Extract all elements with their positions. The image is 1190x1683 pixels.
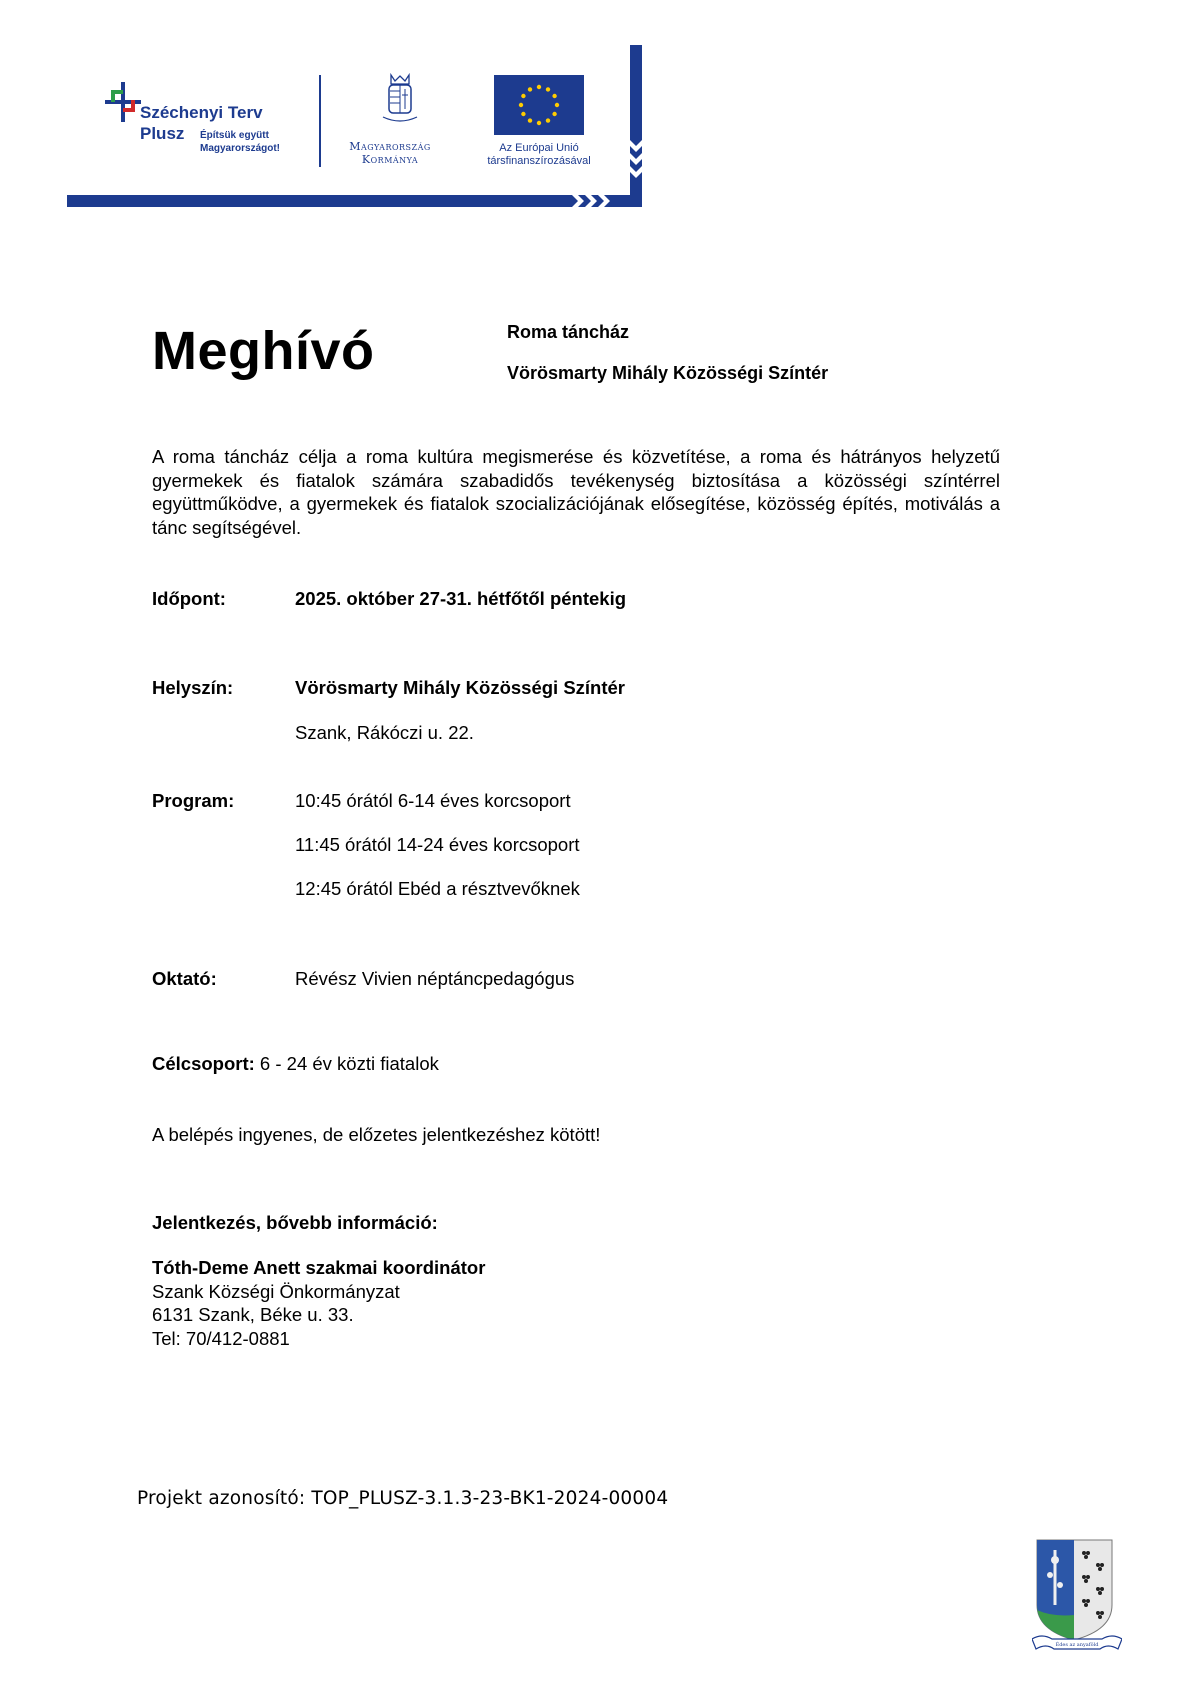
szechenyi-plusz: Plusz (140, 124, 185, 143)
program-item: 10:45 órától 6-14 éves korcsoport (295, 790, 571, 811)
entry-note: A belépés ingyenes, de előzetes jelentkezéshez kötött! (152, 1124, 601, 1145)
time-value: 2025. október 27-31. hétfőtől péntekig (295, 588, 627, 609)
szechenyi-cross-icon (105, 82, 141, 122)
place-address: Szank, Rákóczi u. 22. (295, 722, 474, 743)
teacher-value: Révész Vivien néptáncpedagógus (295, 968, 575, 989)
crest-banner-text: Édes az anyaföld (1055, 1642, 1099, 1648)
event-name: Roma táncház (507, 322, 630, 342)
intro-paragraph: A roma táncház célja a roma kultúra megismerése és közvetítése, a roma és hátrányos helyzetű gyermekek és fiatalok számára szabadidős tevékenység biztosítása a közösségi színtérrel együttműködve, a gyermekek és fiatalok szocializációjának elősegítése, közösség építés, motiválás a tánc segítségével. (152, 446, 1000, 538)
place-name: Vörösmarty Mihály Közösségi Színtér (295, 677, 626, 698)
contact-block (152, 1256, 485, 1350)
eu-cofinancing-label (439, 142, 639, 168)
eu-flag-icon (494, 75, 584, 135)
program-label: Program: (152, 790, 235, 811)
program-item: 11:45 órától 14-24 éves korcsoport (295, 834, 580, 855)
slogan-line-2: Magyarországot! (200, 143, 281, 154)
funding-logo-banner (67, 45, 642, 210)
place-label: Helyszín: (152, 677, 234, 698)
contact-address: 6131 Szank, Béke u. 33. (152, 1304, 354, 1325)
time-label: Időpont: (152, 588, 226, 609)
eu-line-2: társfinanszírozásával (487, 155, 591, 167)
contact-phone: Tel: 70/412-0881 (152, 1327, 290, 1349)
project-id: Projekt azonosító: TOP_PLUSZ-3.1.3-23-BK1-2024-00004 (137, 1488, 669, 1509)
venue-heading: Vörösmarty Mihály Közösségi Színtér (507, 363, 829, 383)
hungary-coat-of-arms-icon (383, 75, 417, 121)
target-group (152, 1053, 439, 1075)
program-item: 12:45 órától Ebéd a résztvevőknek (295, 878, 580, 899)
eu-line-1: Az Európai Unió (499, 142, 579, 154)
gov-line-2: Kormánya (361, 153, 419, 166)
target-label: Célcsoport: (152, 1053, 255, 1074)
contact-name: Tóth-Deme Anett szakmai koordinátor (152, 1257, 486, 1278)
target-value: 6 - 24 év közti fiatalok (254, 1053, 439, 1074)
szechenyi-slogan (200, 129, 280, 155)
teacher-label: Oktató: (152, 968, 217, 989)
page-title: Meghívó (152, 321, 375, 381)
contact-org: Szank Községi Önkormányzat (152, 1280, 400, 1302)
contact-heading: Jelentkezés, bővebb információ: (152, 1212, 438, 1233)
szechenyi-title: Széchenyi Terv (140, 103, 263, 122)
slogan-line-1: Építsük együtt (200, 130, 269, 141)
szank-coat-of-arms-icon (1032, 1535, 1122, 1655)
gov-line-1: Magyarország (349, 140, 431, 153)
